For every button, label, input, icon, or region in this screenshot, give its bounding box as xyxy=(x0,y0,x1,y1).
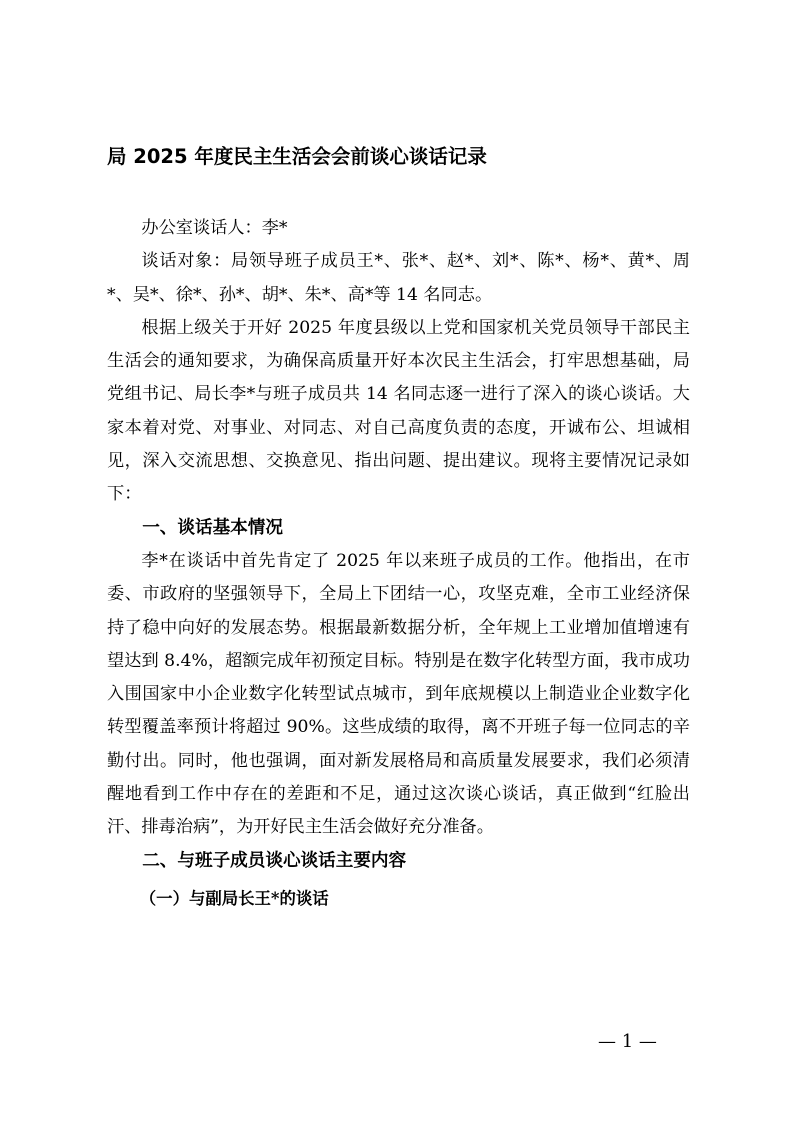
page-number: — 1 — xyxy=(598,1031,657,1052)
subsection-heading-wang: （一）与副局长王*的谈话 xyxy=(139,888,329,908)
document-body xyxy=(107,212,690,915)
document-title: 局 2025 年度民主生活会会前谈心谈话记录 xyxy=(107,145,487,168)
speaker-line: 办公室谈话人：李* xyxy=(141,218,288,238)
intro-paragraph: 根据上级关于开好 2025 年度县级以上党和国家机关党员领导干部民主生活会的通知要求，为确保高质量开好本次民主生活会，打牢思想基础，局党组书记、局长李*与班子成员共 14 名同志逐一进行了深入的谈心谈话。大家本着对党、对事业、对同志、对自己高度负责的态度，开诚布公、坦诚相见，深入交流思想、交换意见、指出问题、提出建议。现将主要情况记录如下： xyxy=(107,317,690,505)
section1-paragraph: 李*在谈话中首先肯定了 2025 年以来班子成员的工作。他指出，在市委、市政府的坚强领导下，全局上下团结一心，攻坚克难，全市工业经济保持了稳中向好的发展态势。根据最新数据分析，全年规上工业增加值增速有望达到 8.4%，超额完成年初预定目标。特别是在数字化转型方面，我市成功入围国家中小企业数字化转型试点城市，到年底规模以上制造业企业数字化转型覆盖率预计将超过 90%。这些成绩的取得，离不开班子每一位同志的辛勤付出。同时，他也强调，面对新发展格局和高质量发展要求，我们必须清醒地看到工作中存在的差距和不足，通过这次谈心谈话，真正做到“红脸出汗、排毒治病”，为开好民主生活会做好充分准备。 xyxy=(107,550,690,838)
targets-paragraph: 谈话对象：局领导班子成员王*、张*、赵*、刘*、陈*、杨*、黄*、周*、吴*、徐*、孙*、胡*、朱*、高*等 14 名同志。 xyxy=(107,251,690,305)
section-heading-basic-info: 一、谈话基本情况 xyxy=(142,517,283,538)
section-heading-main-content: 二、与班子成员谈心谈话主要内容 xyxy=(142,850,407,871)
